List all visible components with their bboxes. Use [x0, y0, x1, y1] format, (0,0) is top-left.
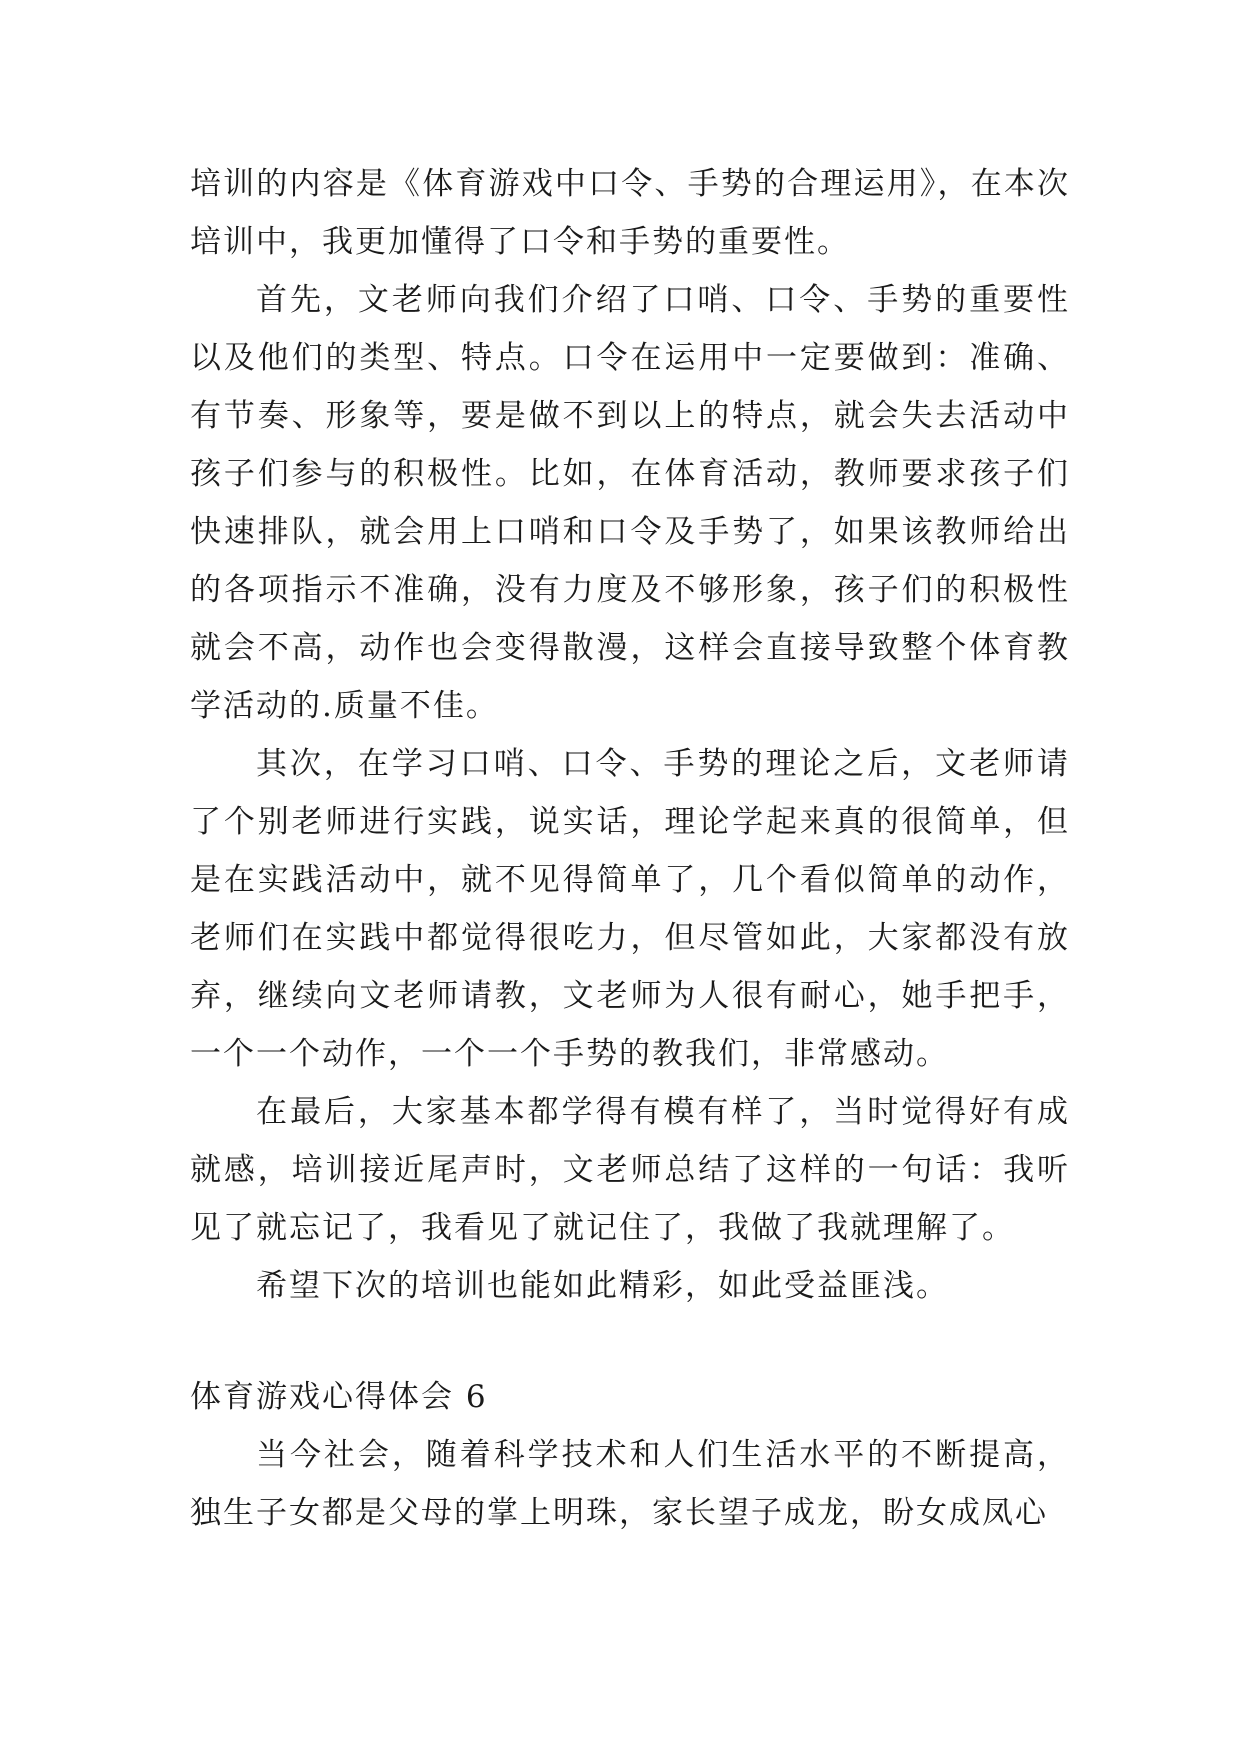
section-6: [190, 1368, 1070, 1542]
document-body: [190, 155, 1070, 1315]
paragraph-hope: 希望下次的培训也能如此精彩，如此受益匪浅。: [256, 1268, 949, 1304]
section-paragraph: 当今社会，随着科学技术和人们生活水平的不断提高，独生子女都是父母的掌上明珠，家长望子成龙，盼女成凤心: [190, 1437, 1070, 1531]
paragraph-first: 首先，文老师向我们介绍了口哨、口令、手势的重要性以及他们的类型、特点。口令在运用中一定要做到：准确、有节奏、形象等，要是做不到以上的特点，就会失去活动中孩子们参与的积极性。比如，在体育活动，教师要求孩子们快速排队，就会用上口哨和口令及手势了，如果该教师给出的各项指示不准确，没有力度及不够形象，孩子们的积极性就会不高，动作也会变得散漫，这样会直接导致整个体育教学活动的.质量不佳。: [190, 282, 1070, 724]
paragraph-continuation: 培训的内容是《体育游戏中口令、手势的合理运用》，在本次培训中，我更加懂得了口令和手势的重要性。: [190, 166, 1070, 260]
paragraph-second: 其次，在学习口哨、口令、手势的理论之后，文老师请了个别老师进行实践，说实话，理论学起来真的很简单，但是在实践活动中，就不见得简单了，几个看似简单的动作，老师们在实践中都觉得很吃力，但尽管如此，大家都没有放弃，继续向文老师请教，文老师为人很有耐心，她手把手，一个一个动作，一个一个手势的教我们，非常感动。: [190, 746, 1070, 1072]
paragraph-finally: 在最后，大家基本都学得有模有样了，当时觉得好有成就感，培训接近尾声时，文老师总结了这样的一句话：我听见了就忘记了，我看见了就记住了，我做了我就理解了。: [190, 1094, 1070, 1246]
section-heading: 体育游戏心得体会 6: [190, 1379, 488, 1415]
